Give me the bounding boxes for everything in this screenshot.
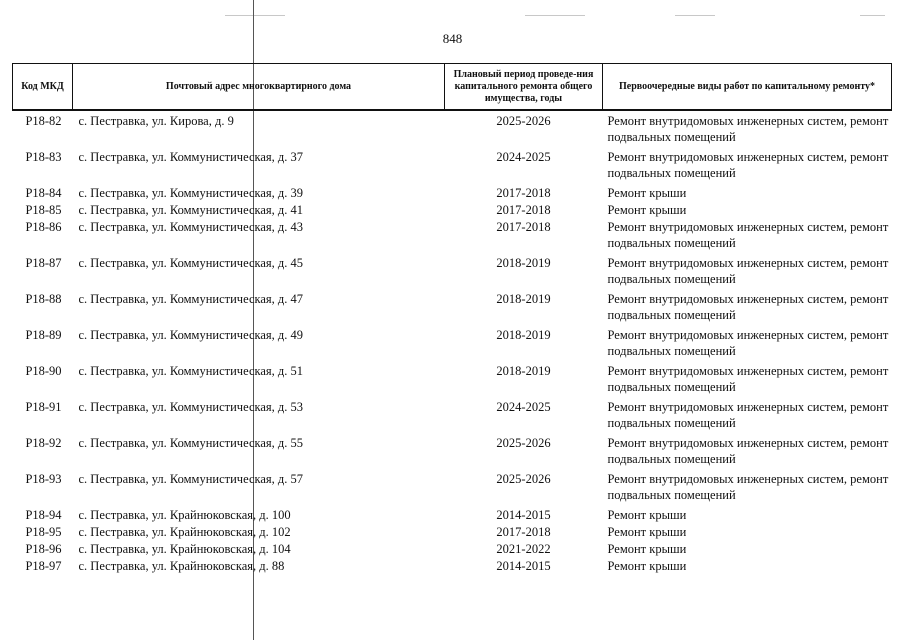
row-code: Р18-93 xyxy=(25,472,62,486)
row-code: Р18-87 xyxy=(25,256,62,270)
row-code: Р18-84 xyxy=(25,186,62,200)
row-address: с. Пестравка, ул. Коммунистическая, д. 47 xyxy=(78,292,304,306)
row-works: Ремонт внутридомовых инженерных систем, ремонт подвальных помещений xyxy=(607,400,889,430)
row-period: 2017-2018 xyxy=(496,220,551,234)
row-code: Р18-96 xyxy=(25,542,62,556)
row-works: Ремонт крыши xyxy=(607,525,687,539)
column-header-period: Плановый период проведе-ния капитального ремонта общего имущества, годы xyxy=(445,64,603,111)
row-period: 2025-2026 xyxy=(496,472,551,486)
table-row xyxy=(13,435,892,471)
row-works: Ремонт крыши xyxy=(607,542,687,556)
row-works: Ремонт внутридомовых инженерных систем, ремонт подвальных помещений xyxy=(607,472,889,502)
table-row xyxy=(13,219,892,255)
table-row xyxy=(13,327,892,363)
row-period: 2014-2015 xyxy=(496,559,551,573)
table-row xyxy=(13,110,892,149)
column-header-code: Код МКД xyxy=(13,64,73,111)
row-period: 2018-2019 xyxy=(496,292,551,306)
row-code: Р18-86 xyxy=(25,220,62,234)
row-address: с. Пестравка, ул. Коммунистическая, д. 49 xyxy=(78,328,304,342)
row-works: Ремонт внутридомовых инженерных систем, ремонт подвальных помещений xyxy=(607,220,889,250)
row-address: с. Пестравка, ул. Коммунистическая, д. 55 xyxy=(78,436,304,450)
row-works: Ремонт внутридомовых инженерных систем, ремонт подвальных помещений xyxy=(607,150,889,180)
row-address: с. Пестравка, ул. Крайнюковская, д. 88 xyxy=(78,559,285,573)
table-row xyxy=(13,291,892,327)
row-period: 2017-2018 xyxy=(496,525,551,539)
row-period: 2025-2026 xyxy=(496,114,551,128)
table-row xyxy=(13,524,892,541)
row-address: с. Пестравка, ул. Коммунистическая, д. 41 xyxy=(78,203,304,217)
row-code: Р18-82 xyxy=(25,114,62,128)
row-works: Ремонт крыши xyxy=(607,559,687,573)
table-row xyxy=(13,363,892,399)
row-period: 2018-2019 xyxy=(496,364,551,378)
table-row xyxy=(13,149,892,185)
scan-artifact-line xyxy=(525,15,585,16)
row-code: Р18-89 xyxy=(25,328,62,342)
column-header-address: Почтовый адрес многоквартирного дома xyxy=(73,64,445,111)
row-period: 2024-2025 xyxy=(496,150,551,164)
row-code: Р18-90 xyxy=(25,364,62,378)
row-code: Р18-92 xyxy=(25,436,62,450)
row-period: 2017-2018 xyxy=(496,186,551,200)
row-works: Ремонт внутридомовых инженерных систем, ремонт подвальных помещений xyxy=(607,292,889,322)
scan-artifact-line xyxy=(675,15,715,16)
row-works: Ремонт внутридомовых инженерных систем, ремонт подвальных помещений xyxy=(607,256,889,286)
row-code: Р18-91 xyxy=(25,400,62,414)
table-header-row xyxy=(13,64,892,111)
table-row xyxy=(13,202,892,219)
row-period: 2025-2026 xyxy=(496,436,551,450)
table-row xyxy=(13,558,892,575)
row-works: Ремонт внутридомовых инженерных систем, ремонт подвальных помещений xyxy=(607,328,889,358)
table-row xyxy=(13,399,892,435)
row-code: Р18-94 xyxy=(25,508,62,522)
table-row xyxy=(13,541,892,558)
row-code: Р18-97 xyxy=(25,559,62,573)
table-row xyxy=(13,507,892,524)
row-period: 2021-2022 xyxy=(496,542,551,556)
table-body xyxy=(13,110,892,575)
row-address: с. Пестравка, ул. Коммунистическая, д. 37 xyxy=(78,150,304,164)
row-period: 2017-2018 xyxy=(496,203,551,217)
row-code: Р18-88 xyxy=(25,292,62,306)
row-address: с. Пестравка, ул. Крайнюковская, д. 102 xyxy=(78,525,291,539)
row-works: Ремонт крыши xyxy=(607,508,687,522)
row-address: с. Пестравка, ул. Кирова, д. 9 xyxy=(78,114,234,128)
row-period: 2014-2015 xyxy=(496,508,551,522)
row-works: Ремонт крыши xyxy=(607,186,687,200)
row-works: Ремонт крыши xyxy=(607,203,687,217)
row-works: Ремонт внутридомовых инженерных систем, ремонт подвальных помещений xyxy=(607,436,889,466)
table-row xyxy=(13,185,892,202)
table-row xyxy=(13,471,892,507)
row-address: с. Пестравка, ул. Коммунистическая, д. 51 xyxy=(78,364,304,378)
column-header-works: Первоочередные виды работ по капитальному ремонту* xyxy=(603,64,892,111)
row-code: Р18-85 xyxy=(25,203,62,217)
table-row xyxy=(13,255,892,291)
row-address: с. Пестравка, ул. Коммунистическая, д. 43 xyxy=(78,220,304,234)
row-period: 2024-2025 xyxy=(496,400,551,414)
row-works: Ремонт внутридомовых инженерных систем, ремонт подвальных помещений xyxy=(607,114,889,144)
row-works: Ремонт внутридомовых инженерных систем, ремонт подвальных помещений xyxy=(607,364,889,394)
scan-artifact-line xyxy=(225,15,285,16)
housing-repair-table xyxy=(12,63,892,575)
row-address: с. Пестравка, ул. Крайнюковская, д. 100 xyxy=(78,508,291,522)
row-period: 2018-2019 xyxy=(496,328,551,342)
row-code: Р18-83 xyxy=(25,150,62,164)
row-period: 2018-2019 xyxy=(496,256,551,270)
page-number: 848 xyxy=(442,31,463,46)
scan-artifact-line xyxy=(860,15,885,16)
row-address: с. Пестравка, ул. Коммунистическая, д. 39 xyxy=(78,186,304,200)
row-address: с. Пестравка, ул. Коммунистическая, д. 53 xyxy=(78,400,304,414)
row-address: с. Пестравка, ул. Коммунистическая, д. 57 xyxy=(78,472,304,486)
row-code: Р18-95 xyxy=(25,525,62,539)
row-address: с. Пестравка, ул. Крайнюковская, д. 104 xyxy=(78,542,291,556)
row-address: с. Пестравка, ул. Коммунистическая, д. 45 xyxy=(78,256,304,270)
